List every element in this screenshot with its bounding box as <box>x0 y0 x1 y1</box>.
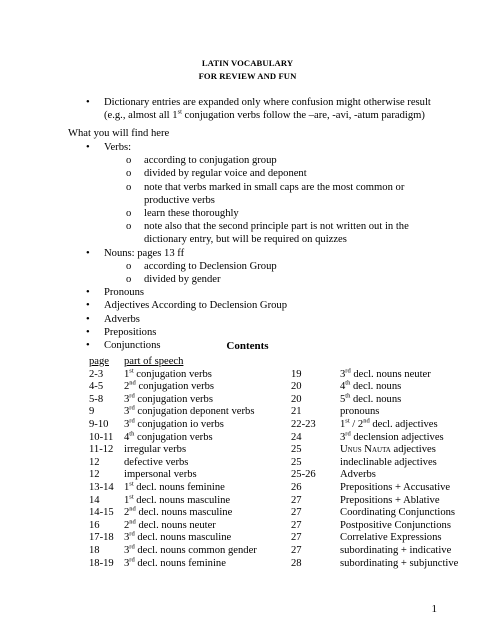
toc-right-part: subordinating + indicative <box>340 544 452 556</box>
toc-right-part: 5th decl. nouns <box>340 392 402 405</box>
section-label: Pronouns <box>104 287 145 299</box>
toc-right-part: Unus Nauta adjectives <box>340 444 436 456</box>
sub-bullet-glyph: o <box>126 274 132 286</box>
toc-right-page: 25 <box>291 444 302 456</box>
subsection-item: o according to conjugation group <box>126 155 277 167</box>
dictionary-note-text: Dictionary entries are expanded only where confusion might otherwise result (e.g., almost all 1st conjugation verbs follow the –are, -avi, -atum paradigm) <box>104 97 431 122</box>
toc-right-part: 3rd declension adjectives <box>340 430 444 443</box>
toc-right-part: Adverbs <box>340 469 376 481</box>
toc-left-part: 3rd conjugation io verbs <box>124 417 224 430</box>
toc-left-page: 12 <box>89 456 100 468</box>
subsection-item: o divided by gender <box>126 274 221 286</box>
toc-left-part: impersonal verbs <box>124 469 197 481</box>
toc-right-part: Postpositive Conjunctions <box>340 519 451 531</box>
toc-right-page: 27 <box>291 519 302 531</box>
subsection-item: o learn these thoroughly <box>126 208 239 220</box>
bullet-glyph: • <box>86 313 90 325</box>
toc-right-part: 3rd decl. nouns neuter <box>340 367 431 380</box>
toc-left-page: 18-19 <box>89 557 114 569</box>
toc-left-page: 12 <box>89 469 100 481</box>
toc-right-page: 27 <box>291 544 302 556</box>
toc-right-page: 27 <box>291 507 302 519</box>
section-item <box>86 313 446 326</box>
section-item <box>86 286 446 299</box>
toc-left-page: 5-8 <box>89 393 104 405</box>
toc-right-page: 24 <box>291 431 302 443</box>
bullet-glyph: • <box>86 300 90 312</box>
bullet-glyph: • <box>86 142 90 153</box>
section-item <box>86 141 446 247</box>
toc-right-part: 1st / 2nd decl. adjectives <box>340 417 438 430</box>
toc-left-page: 9-10 <box>89 418 109 430</box>
toc-spacer <box>340 355 490 368</box>
toc-left-part: 2nd decl. nouns neuter <box>124 518 216 531</box>
toc-right-pages <box>291 355 331 569</box>
toc-left-page: 10-11 <box>89 431 114 443</box>
section-label: Verbs: <box>104 142 132 153</box>
toc-left-page: 9 <box>89 406 95 418</box>
sub-bullet-glyph: o <box>126 260 132 272</box>
toc-left-part: 2nd conjugation verbs <box>124 379 215 393</box>
toc-left-page: 14-15 <box>89 507 114 519</box>
toc-right-page: 22-23 <box>291 418 316 430</box>
intro-heading: What you will find here <box>68 128 170 139</box>
toc-left-page: 13-14 <box>89 481 114 493</box>
toc-left-part: defective verbs <box>124 456 189 468</box>
toc-header-part: part of speech <box>124 356 184 367</box>
toc-left-part: 2nd decl. nouns masculine <box>124 505 233 519</box>
section-label: Adverbs <box>104 313 140 325</box>
toc-left-page: 14 <box>89 494 100 506</box>
subsection-item: o note that verbs marked in small caps are the most common or productive verbs <box>126 181 405 206</box>
toc-left-parts <box>124 355 284 569</box>
section-label: Adjectives According to Declension Group <box>104 300 287 312</box>
toc-left-page: 16 <box>89 519 100 531</box>
section-label: Nouns: pages 13 ff <box>104 247 185 259</box>
section-item <box>86 299 446 312</box>
bullet-glyph: • <box>86 287 90 299</box>
toc-left-page: 17-18 <box>89 532 114 544</box>
section-label: Prepositions <box>104 326 157 338</box>
toc-left-page: 4-5 <box>89 381 104 393</box>
bullet-glyph: • <box>86 97 90 108</box>
sub-bullet-glyph: o <box>126 221 132 233</box>
toc-left-part: 4th conjugation verbs <box>124 430 213 443</box>
page-number: 1 <box>431 603 437 615</box>
toc-right-part: subordinating + subjunctive <box>340 557 459 569</box>
subsection-item: o divided by regular voice and deponent <box>126 168 307 180</box>
toc-left-part: 3rd decl. nouns feminine <box>124 555 226 569</box>
toc-left-page: 18 <box>89 544 100 556</box>
section-item <box>86 247 446 287</box>
toc-left-part: 3rd decl. nouns masculine <box>124 530 232 544</box>
toc-right-part: pronouns <box>340 406 380 418</box>
toc-spacer <box>291 355 331 368</box>
toc-right-page: 26 <box>291 481 302 493</box>
toc-right-page: 27 <box>291 532 302 544</box>
toc-left-part: 3rd decl. nouns common gender <box>124 543 257 556</box>
toc-right-page: 27 <box>291 494 302 506</box>
toc-right-page: 25 <box>291 456 302 468</box>
document-title-line2: FOR REVIEW AND FUN <box>198 71 297 81</box>
toc-right-page: 20 <box>291 393 302 405</box>
bullet-glyph: • <box>86 247 90 259</box>
bullet-glyph: • <box>86 326 90 338</box>
subsection-item: o note also that the second principle part is not written out in the dictionary entry, but will be required on quizzes <box>126 221 409 246</box>
toc-header-page: page <box>89 356 109 367</box>
toc-left-page: 2-3 <box>89 368 104 380</box>
toc-right-page: 25-26 <box>291 469 316 481</box>
toc-right-page: 21 <box>291 406 302 418</box>
toc-right-part: 4th decl. nouns <box>340 379 402 393</box>
section-item <box>86 326 446 339</box>
toc-left-page: 11-12 <box>89 444 114 456</box>
document-title-line1: LATIN VOCABULARY <box>201 58 294 68</box>
sub-bullet-glyph: o <box>126 155 132 167</box>
toc-right-page: 20 <box>291 381 302 393</box>
toc-right-page: 28 <box>291 557 302 569</box>
toc-right-part: indeclinable adjectives <box>340 456 437 468</box>
toc-right-parts <box>340 355 490 569</box>
toc-left-part: 3rd conjugation deponent verbs <box>124 404 255 418</box>
toc-right-part: Prepositions + Ablative <box>340 494 440 506</box>
toc-left-part: 3rd conjugation verbs <box>124 392 213 405</box>
contents-heading: Contents <box>226 340 269 352</box>
toc-right-part: Correlative Expressions <box>340 532 442 544</box>
subsection-item: o according to Declension Group <box>126 260 277 272</box>
toc-right-part: Prepositions + Accusative <box>340 481 451 493</box>
section-label: Conjunctions <box>104 340 161 352</box>
sub-bullet-glyph: o <box>126 181 132 193</box>
bullet-glyph: • <box>86 340 90 352</box>
toc-left-part: irregular verbs <box>124 444 187 456</box>
sections-list <box>86 141 446 352</box>
toc-left-part: 1st decl. nouns masculine <box>124 493 231 506</box>
toc-left-pages <box>89 355 121 569</box>
toc-left-part: 1st conjugation verbs <box>124 367 212 380</box>
toc-left-part: 1st decl. nouns feminine <box>124 480 225 493</box>
toc-right-page: 19 <box>291 368 302 380</box>
sub-bullet-glyph: o <box>126 208 132 220</box>
sub-bullet-glyph: o <box>126 168 132 180</box>
toc-right-part: Coordinating Conjunctions <box>340 507 456 519</box>
